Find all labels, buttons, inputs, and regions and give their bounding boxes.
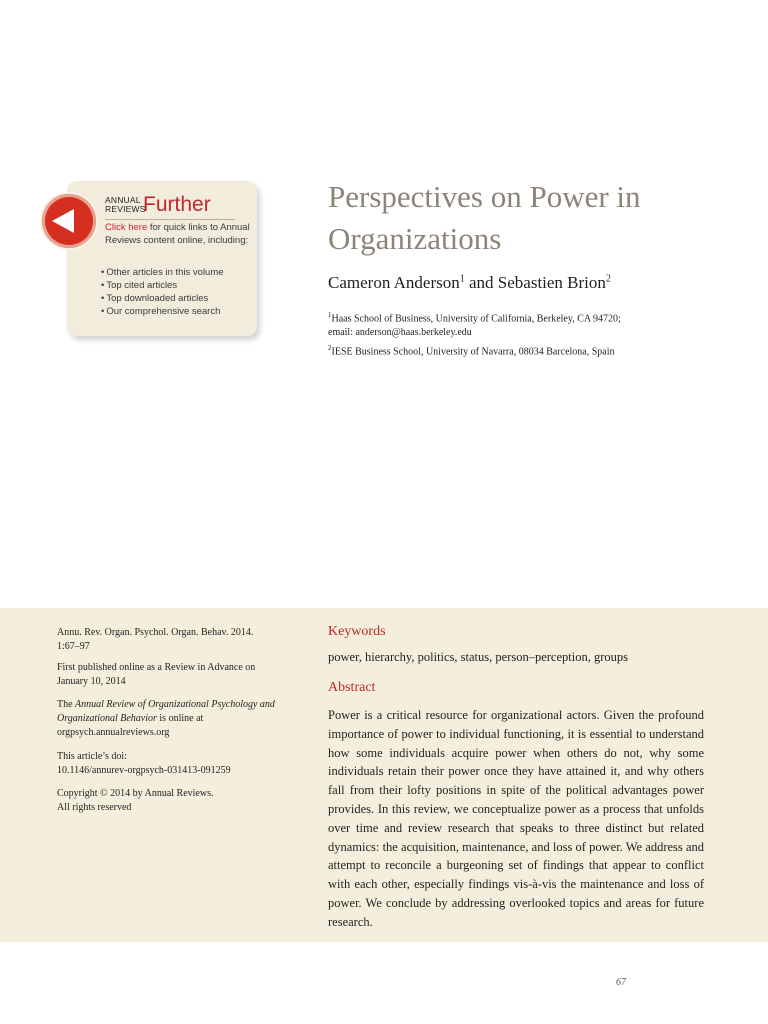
affil1-sup: 1 [328, 311, 332, 319]
further-divider [105, 219, 235, 220]
further-link-other-articles[interactable]: • Other articles in this volume [101, 266, 256, 279]
further-link-top-cited[interactable]: • Top cited articles [101, 279, 256, 292]
journal-the: The [57, 699, 76, 710]
further-intro-text: for quick links to Annual Reviews content online, including: [105, 222, 250, 246]
affiliation-1 [328, 308, 728, 340]
citation [57, 626, 287, 654]
authors [328, 273, 611, 293]
abstract-text: Power is a critical resource for organizational actors. Given the profound importance of power to individual functioning, it is essential to understand how some individuals acquire power when others do not, why some individuals retain their power once they have attained it, and why others fall from their lofty positions in spite of the political advantages power provides. In this review, we conceptualize power as a process that unfolds over time and review research that speaks to three distinct but related dynamics: the acquisition, maintenance, and loss of power. We address and attempt to reconcile a burgeoning set of findings that appear to conflict with each other, especially findings vis-à-vis the maintenance and loss of power. We conclude by addressing overlooked topics and areas for future research. [328, 708, 704, 929]
author-brion: Sebastien Brion [497, 273, 606, 292]
copyright-text: Copyright © 2014 by Annual Reviews. [57, 788, 214, 799]
page-number: 67 [616, 977, 626, 988]
further-link-search[interactable]: • Our comprehensive search [101, 305, 256, 318]
article-title: Perspectives on Power in Organizations [328, 179, 641, 256]
journal-online-text[interactable]: is online at orgpsych.annualreviews.org [57, 713, 204, 738]
annual-reviews-logo [105, 196, 146, 214]
copyright-block [57, 787, 287, 815]
affil1-email[interactable]: email: anderson@haas.berkeley.edu [328, 327, 472, 339]
further-title: Further [143, 193, 211, 216]
rights-text: All rights reserved [57, 802, 132, 813]
published-line2: January 10, 2014 [57, 676, 126, 687]
journal-name: Annual Review of Organizational Psychology and Organizational Behavior [57, 699, 275, 724]
logo-annual: ANNUAL [105, 195, 141, 205]
left-arrow-icon [52, 209, 74, 233]
journal-online [57, 698, 287, 740]
published-line1: First published online as a Review in Advance on [57, 662, 256, 673]
affil2-text: IESE Business School, University of Navarra, 08034 Barcelona, Spain [331, 346, 615, 358]
keywords-text: power, hierarchy, politics, status, person–perception, groups [328, 650, 628, 664]
logo-reviews: REVIEWS [105, 204, 146, 214]
further-intro [105, 222, 253, 247]
affil1-line1: Haas School of Business, University of California, Berkeley, CA 94720; [331, 313, 621, 325]
citation-line2: 1:67–97 [57, 641, 90, 652]
further-link-top-downloaded[interactable]: • Top downloaded articles [101, 292, 256, 305]
author2-sup: 2 [605, 273, 611, 285]
doi-label: This article’s doi: [57, 751, 127, 762]
author1-sup: 1 [459, 273, 465, 285]
authors-and: and [464, 273, 498, 292]
further-links-list [101, 266, 256, 318]
click-here-link[interactable]: Click here [105, 222, 148, 233]
affil2-sup: 2 [328, 344, 332, 352]
doi-value[interactable]: 10.1146/annurev-orgpsych-031413-091259 [57, 765, 231, 776]
affiliation-2 [328, 341, 728, 359]
keywords-heading: Keywords [328, 624, 386, 639]
citation-line1: Annu. Rev. Organ. Psychol. Organ. Behav. 2014. [57, 627, 254, 638]
published-date [57, 661, 287, 689]
author-anderson: Cameron Anderson [328, 273, 460, 292]
abstract-heading: Abstract [328, 680, 376, 695]
doi-block [57, 750, 287, 778]
